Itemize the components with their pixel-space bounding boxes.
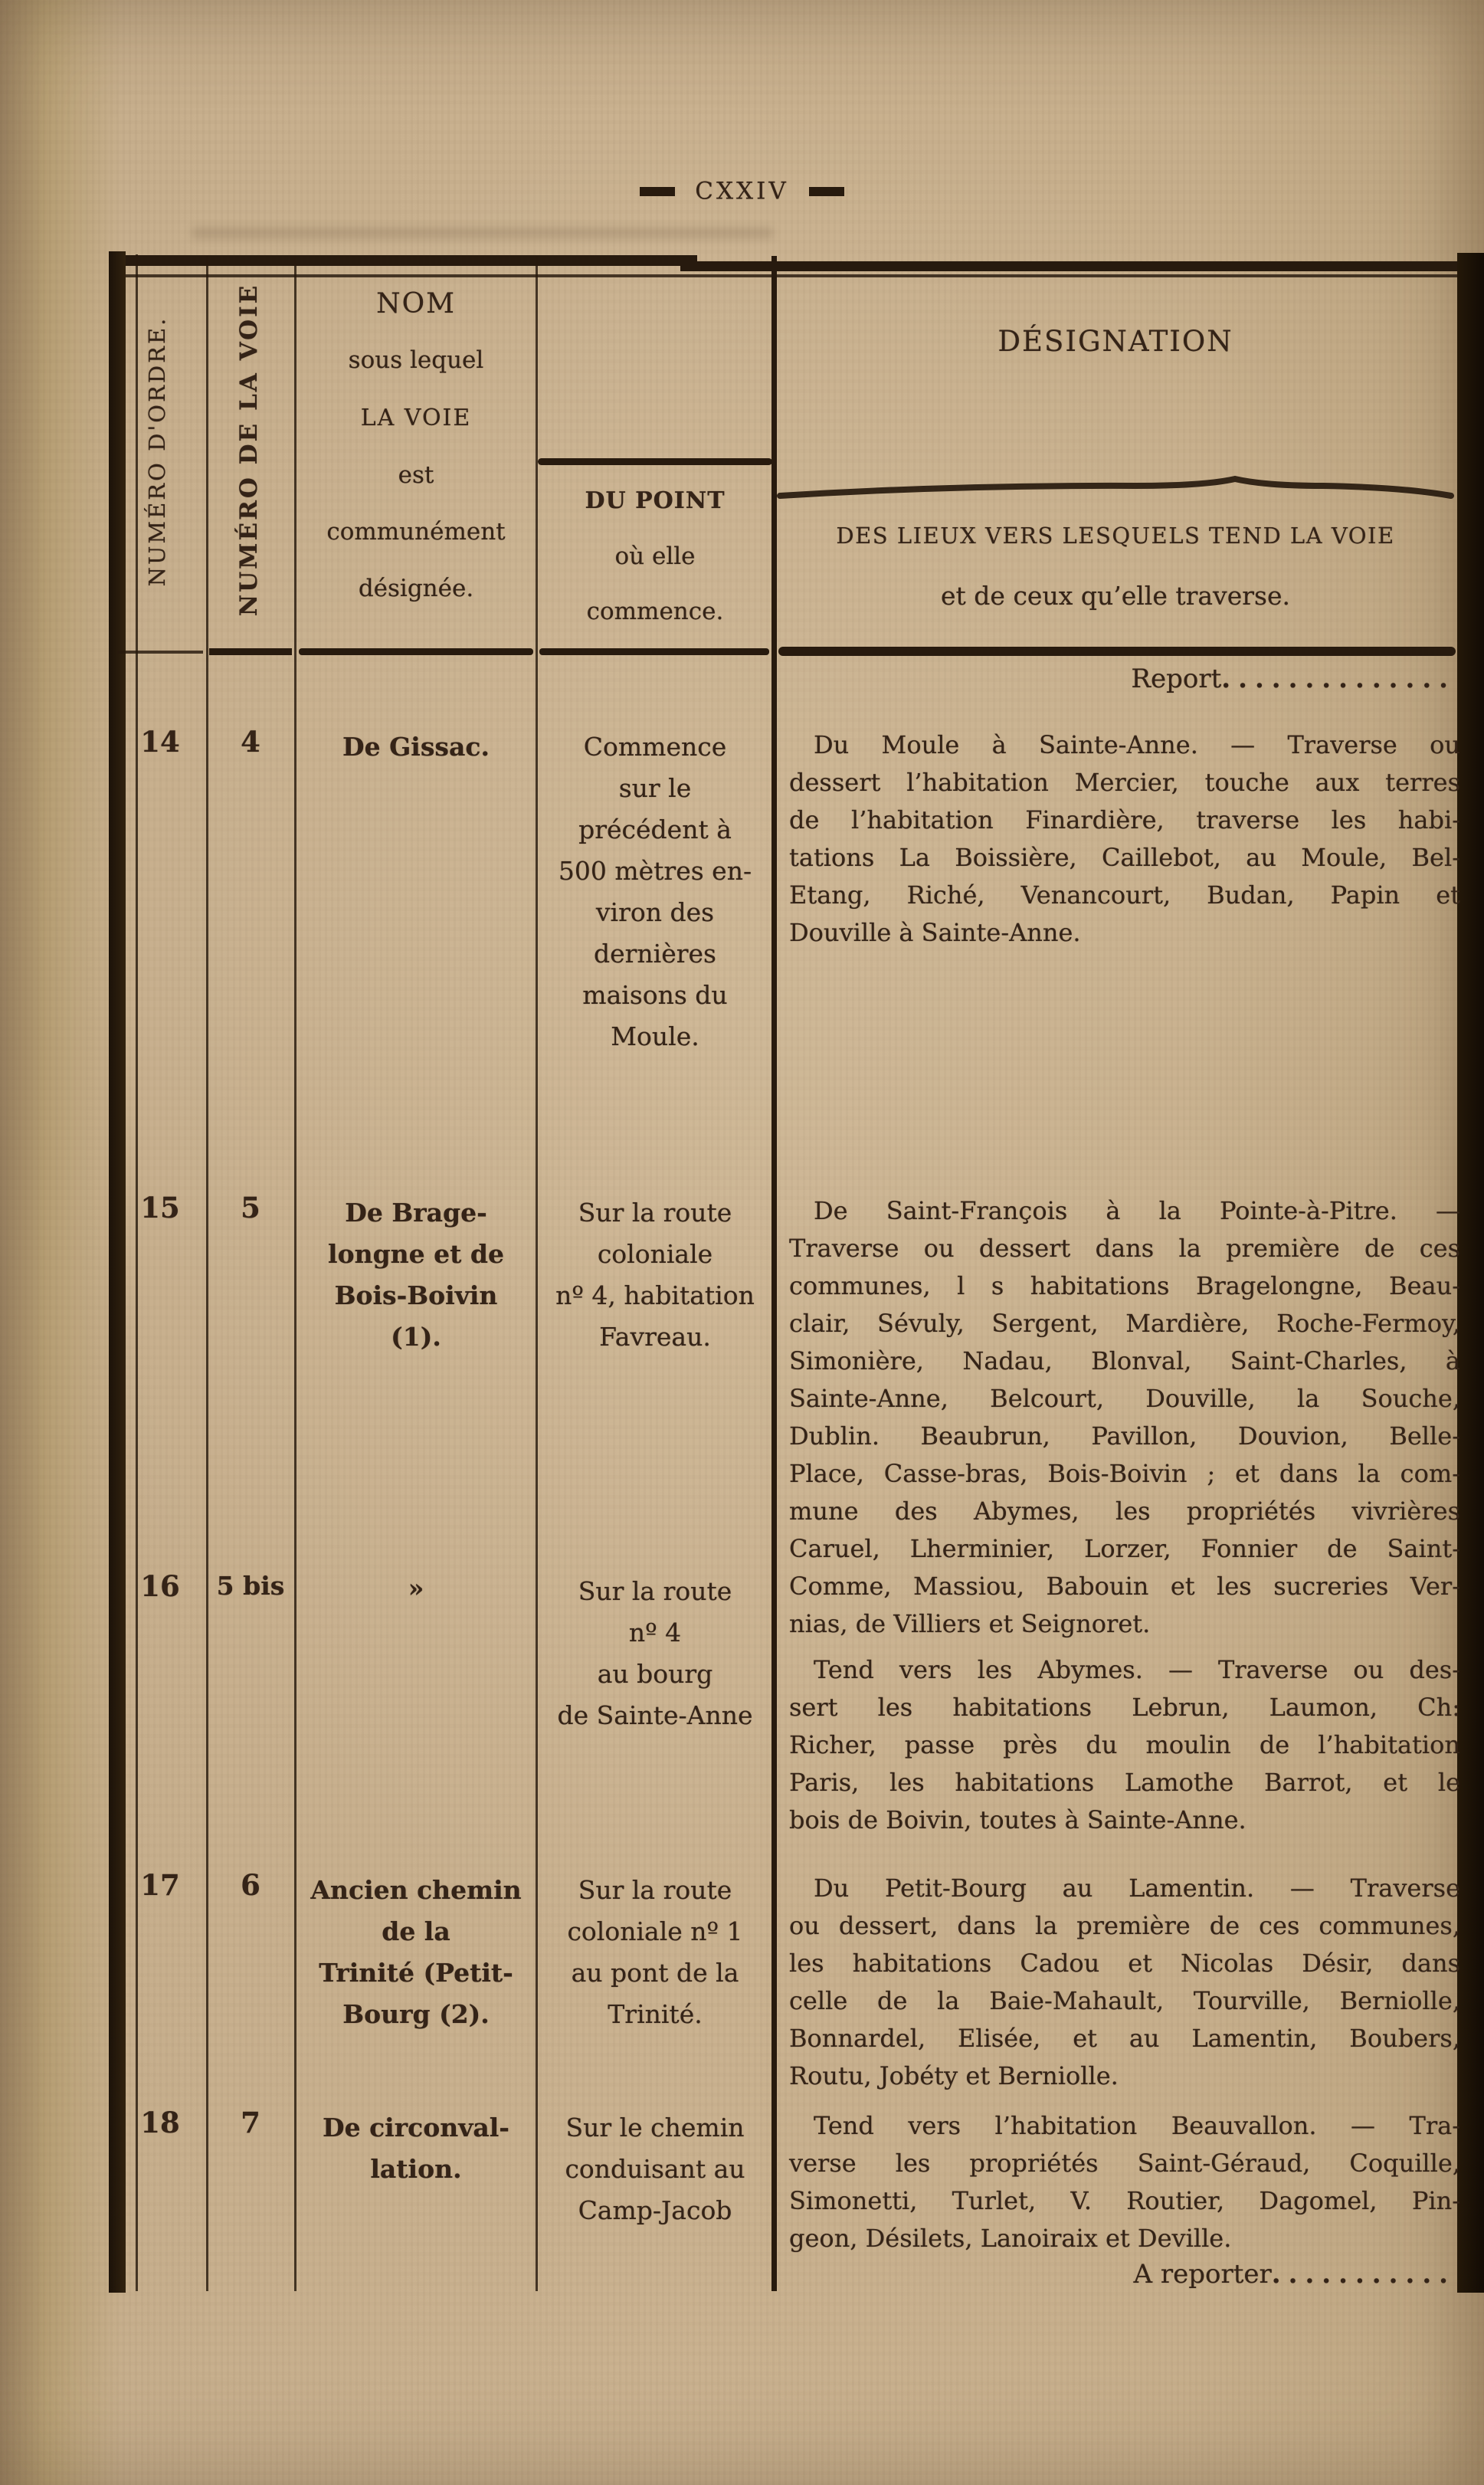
point-header-rule [538, 458, 772, 465]
row-17-designation [789, 1870, 1460, 2095]
designation-line: Du Petit-Bourg au Lamentin. — Traverse [814, 1874, 1460, 1903]
designation-line: Traverse ou dessert dans la première de ces [789, 1234, 1460, 1263]
designation-line: Tend vers les Abymes. — Traverse ou des- [814, 1655, 1460, 1684]
header-nom-line-1: NOM [376, 288, 456, 320]
row-14-designation [789, 726, 1460, 952]
header-separator-point [539, 648, 769, 655]
header-nom-line-4: est [398, 461, 434, 489]
designation-line: sert les habitations Lebrun, Laumon, Ch: [789, 1693, 1460, 1722]
row-18-ordre: 18 [140, 2106, 180, 2139]
nom-line: Bourg (2). [342, 1999, 490, 2029]
table-border-left-outer [109, 251, 126, 2293]
point-line: Sur la route [578, 1875, 732, 1905]
ditto-mark: » [408, 1573, 424, 1603]
point-line: dernières [593, 939, 716, 969]
folio-line [0, 176, 1484, 205]
column-divider-ordre-voie [206, 256, 208, 2291]
designation-line: Richer, passe près du moulin de l’habitation [789, 1730, 1460, 1759]
point-line: coloniale [597, 1239, 713, 1269]
table-top-border-1 [115, 255, 697, 266]
designation-line: De Saint-François à la Pointe-à-Pitre. — [814, 1196, 1460, 1225]
nom-line: de la [382, 1916, 450, 1946]
row-18-designation [789, 2107, 1460, 2257]
designation-line: Etang, Riché, Venancourt, Budan, Papin et [789, 880, 1460, 910]
row-18-point [538, 2107, 772, 2231]
designation-line: Sainte-Anne, Belcourt, Douville, la Souche, [789, 1384, 1460, 1413]
point-line: au bourg [597, 1659, 713, 1689]
folio-number: CXXIV [695, 177, 789, 205]
header-separator-nom [299, 648, 533, 655]
designation-line: Place, Casse-bras, Bois-Boivin ; et dans la com- [789, 1459, 1460, 1488]
designation-line: de l’habitation Finardière, traverse les habi- [789, 805, 1460, 834]
row-16-voie: 5 bis [216, 1571, 285, 1601]
header-point-line-1: DU POINT [585, 487, 726, 514]
designation-line: dessert l’habitation Mercier, touche aux terres [789, 768, 1460, 797]
row-15-designation [789, 1192, 1460, 1643]
nom-line: De Gissac. [342, 732, 490, 762]
row-17-ordre: 17 [140, 1868, 180, 1902]
header-designation-sub2: et de ceux qu’elle traverse. [941, 581, 1290, 611]
designation-line: Simonetti, Turlet, V. Routier, Dagomel, Pin- [789, 2186, 1460, 2215]
designation-line: Douville à Sainte-Anne. [789, 918, 1081, 947]
report-label: Report [1131, 664, 1222, 694]
table-border-left-inner [136, 254, 138, 2291]
header-nom-line-5: communément [326, 518, 506, 546]
header-nom-line-2: sous lequel [348, 346, 484, 374]
point-line: nº 4 [628, 1618, 682, 1647]
row-16-designation [789, 1651, 1460, 1839]
row-15-nom [299, 1192, 533, 1358]
report-dots: .............. [1221, 664, 1456, 694]
row-15-voie: 5 [241, 1191, 260, 1224]
carry-forward-line [775, 2259, 1456, 2290]
designation-line: tations La Boissière, Caillebot, au Moule, Bel- [789, 843, 1460, 872]
point-line: conduisant au [565, 2154, 745, 2184]
header-separator-designation [778, 647, 1456, 656]
row-17-point [538, 1870, 772, 2035]
nom-line: Bois-Boivin [334, 1280, 498, 1310]
table-border-right [1457, 253, 1484, 2293]
point-line: Favreau. [599, 1322, 711, 1352]
designation-brace [775, 475, 1456, 506]
nom-line: De circonval- [322, 2113, 509, 2142]
designation-line: Dublin. Beaubrun, Pavillon, Douvion, Belle- [789, 1421, 1460, 1451]
designation-line: Caruel, Lherminier, Lorzer, Fonnier de Saint- [789, 1534, 1460, 1563]
point-line: de Sainte-Anne [557, 1700, 753, 1730]
point-line: Sur la route [578, 1198, 732, 1228]
carry-forward-label: A reporter [1133, 2259, 1272, 2290]
header-voie: NUMÉRO DE LA VOIE [235, 283, 263, 617]
point-line: sur le [618, 773, 692, 803]
folio-dash-right [809, 187, 844, 196]
column-divider-point-designation [771, 256, 777, 2291]
point-line: viron des [595, 897, 715, 927]
designation-line: Paris, les habitations Lamothe Barrot, et le [789, 1768, 1460, 1797]
designation-line: Routu, Jobéty et Berniolle. [789, 2061, 1119, 2090]
header-ordre: NUMÉRO D'ORDRE. [144, 316, 170, 587]
designation-line: mune des Abymes, les propriétés vivrières [789, 1497, 1460, 1526]
point-line: coloniale nº 1 [567, 1916, 743, 1946]
point-line: Commence [583, 732, 727, 762]
report-line [775, 664, 1456, 694]
designation-line: Comme, Massiou, Babouin et les sucreries Ver- [789, 1572, 1460, 1601]
point-line: Moule. [611, 1021, 699, 1051]
ink-smudge [192, 227, 774, 239]
point-line: précédent à [578, 815, 732, 844]
header-designation-sub1: DES LIEUX VERS LESQUELS TEND LA VOIE [836, 523, 1395, 549]
designation-line: Bonnardel, Elisée, et au Lamentin, Boubers, [789, 2024, 1460, 2053]
designation-line: ou dessert, dans la première de ces communes, [789, 1911, 1460, 1940]
row-16-point [538, 1571, 772, 1736]
point-line: 500 mètres en- [558, 856, 752, 886]
row-14-point [538, 726, 772, 1057]
row-17-nom [299, 1870, 533, 2035]
column-divider-voie-nom [294, 256, 296, 2291]
designation-line: communes, l s habitations Bragelongne, Beau- [789, 1271, 1460, 1300]
designation-line: verse les propriétés Saint-Géraud, Coquille, [789, 2149, 1460, 2178]
point-line: nº 4, habitation [555, 1280, 755, 1310]
nom-line: De Brage- [345, 1198, 487, 1228]
nom-line: Ancien chemin [310, 1875, 522, 1905]
nom-line: longne et de [328, 1239, 504, 1269]
row-18-nom [299, 2107, 533, 2190]
designation-line: Du Moule à Sainte-Anne. — Traverse ou [814, 730, 1460, 759]
point-line: Trinité. [608, 1999, 703, 2029]
header-point-line-2: où elle [614, 543, 696, 570]
point-line: maisons du [582, 980, 728, 1010]
designation-line: les habitations Cadou et Nicolas Désir, dans [789, 1949, 1460, 1978]
header-nom-line-3: LA VOIE [360, 405, 472, 431]
designation-line: bois de Boivin, toutes à Sainte-Anne. [789, 1805, 1246, 1834]
point-line: au pont de la [571, 1958, 739, 1988]
carry-forward-dots: ........... [1271, 2259, 1456, 2290]
row-18-voie: 7 [241, 2106, 260, 2139]
table-top-border-3 [115, 274, 1475, 277]
folio-dash-left [640, 187, 675, 196]
row-15-point [538, 1192, 772, 1358]
row-16-ordre: 16 [140, 1569, 180, 1603]
row-14-nom [299, 726, 533, 768]
row-14-voie: 4 [241, 725, 260, 759]
point-line: Sur la route [578, 1576, 732, 1606]
header-nom-line-6: désignée. [358, 575, 474, 602]
row-15-ordre: 15 [140, 1191, 180, 1224]
row-17-voie: 6 [241, 1868, 260, 1902]
designation-line: celle de la Baie-Mahault, Tourville, Berniolle, [789, 1986, 1460, 2015]
row-16-nom-ditto [299, 1568, 533, 1609]
header-designation-title: DÉSIGNATION [998, 325, 1233, 358]
point-line: Camp-Jacob [578, 2195, 732, 2225]
table-top-border-2 [680, 261, 1479, 271]
designation-line: Simonière, Nadau, Blonval, Saint-Charles, à [789, 1346, 1460, 1375]
designation-line: nias, de Villiers et Seignoret. [789, 1609, 1151, 1638]
point-line: Sur le chemin [565, 2113, 745, 2142]
row-14-ordre: 14 [140, 725, 180, 759]
nom-line: lation. [370, 2154, 462, 2184]
nom-line: Trinité (Petit- [319, 1958, 513, 1988]
nom-line: (1). [391, 1322, 441, 1352]
designation-line: clair, Sévuly, Sergent, Mardière, Roche-Fermoy, [789, 1309, 1460, 1338]
designation-line: geon, Désilets, Lanoiraix et Deville. [789, 2224, 1232, 2253]
designation-line: Tend vers l’habitation Beauvallon. — Tra- [814, 2111, 1460, 2140]
header-point-line-3: commence. [586, 598, 724, 625]
